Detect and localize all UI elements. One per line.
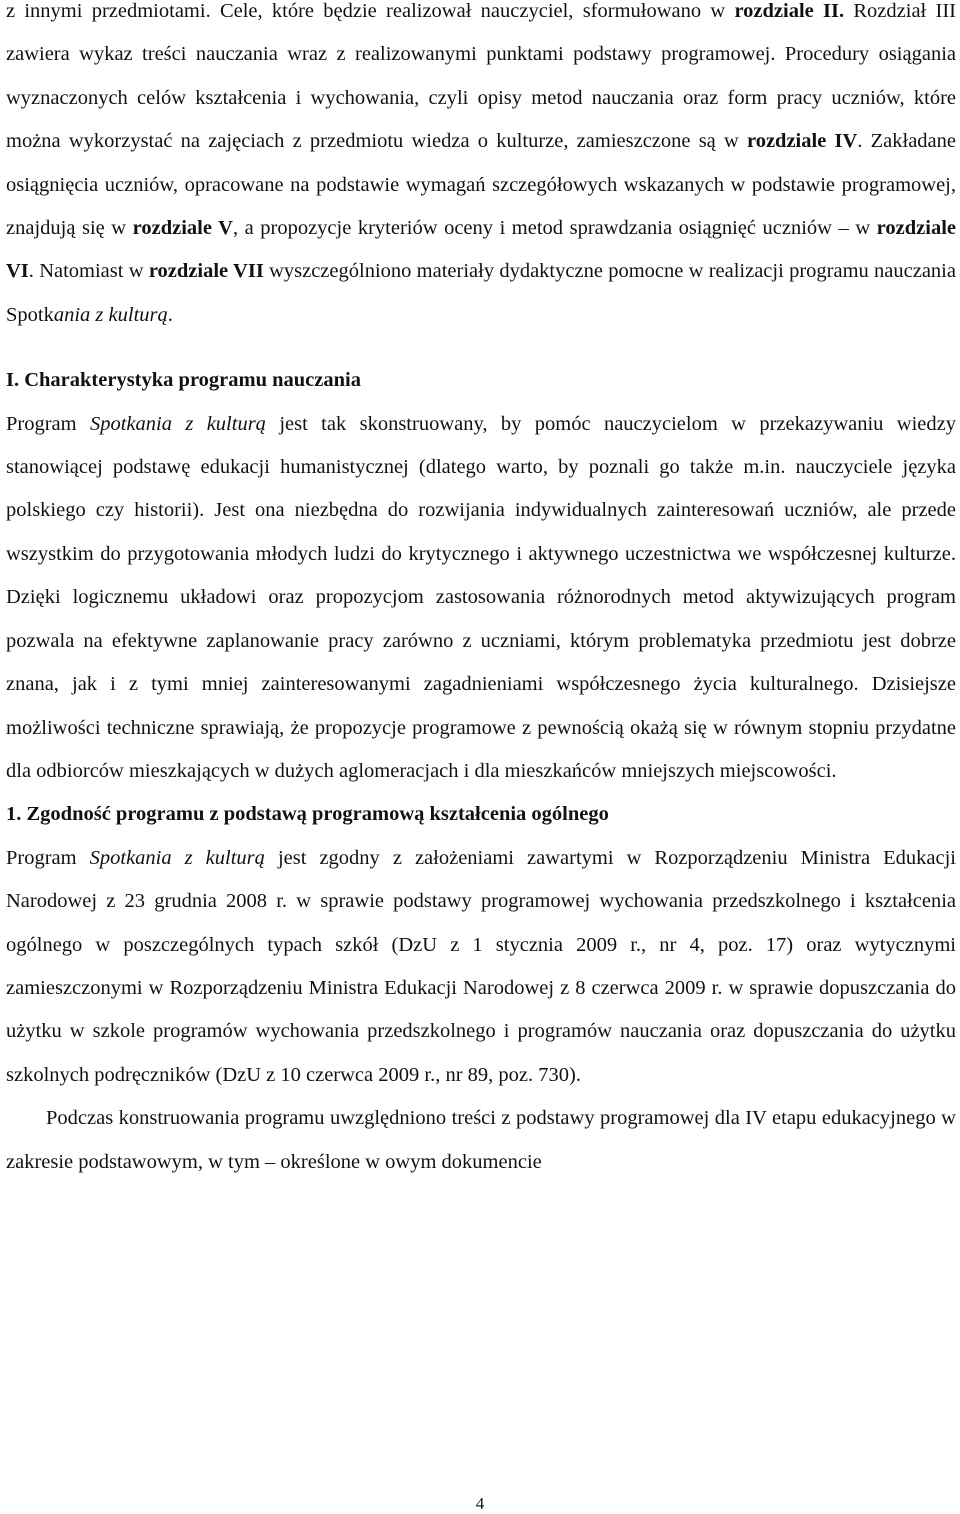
chapter-ref-5: rozdziale V xyxy=(132,217,233,240)
chapter-ref-6: rozdziale VI xyxy=(6,217,956,283)
chapter-ref-7: rozdziale VII xyxy=(148,260,264,283)
compliance-text-a: Program xyxy=(6,846,90,869)
intro-text-5: . Natomiast w xyxy=(28,260,149,283)
intro-text-3: . Zakładane osiągnięcia uczniów, opracowane na podstawie wymagań szczegółowych wskazanych w podstawie programowej, znajdują się w xyxy=(6,130,956,240)
page-number: 4 xyxy=(475,1494,485,1513)
program-title-fragment: ania z kulturą xyxy=(53,303,168,326)
characteristics-paragraph xyxy=(6,403,956,794)
section-heading-characteristics: I. Charakterystyka programu nauczania xyxy=(6,369,361,392)
compliance-paragraph xyxy=(6,837,956,1097)
characteristics-text-a: Program xyxy=(6,412,90,435)
intro-text-4: , a propozycje kryteriów oceny i metod sprawdzania osiągnięć uczniów – w xyxy=(232,217,877,240)
chapter-ref-4: rozdziale IV xyxy=(746,130,858,153)
chapter-ref-2: rozdziale II. xyxy=(734,0,845,22)
characteristics-text-b: jest tak skonstruowany, by pomóc nauczycielom w przekazywaniu wiedzy stanowiącej podstawę edukacji humanistycznej (dlatego warto, by poznali go także m.in. nauczyciele języka polskiego czy historii). Jest ona niezbędna do rozwijania indywidualnych zainteresowań uczniów, ale przede wszystkim do przygotowania młodych ludzi do krytycznego i aktywnego uczestnictwa we współczesnej kulturze. Dzięki logicznemu układowi oraz propozycjom zastosowania różnorodnych metod aktywizujących program pozwala na efektywne zaplanowanie pracy zarówno z uczniami, którym problematyka przedmiotu jest dobrze znana, jak i z tymi mniej zainteresowanymi zagadnieniami współczesnego życia kulturalnego. Dzisiejsze możliwości techniczne sprawiają, że propozycje programowe z pewnością okażą się w równym stopniu przydatne dla odbiorców mieszkających w dużych aglomeracjach i dla mieszkańców mniejszych miejscowości. xyxy=(6,412,956,782)
compliance-text-b: jest zgodny z założeniami zawartymi w Rozporządzeniu Ministra Edukacji Narodowej z 23 grudnia 2008 r. w sprawie podstawy programowej wychowania przedszkolnego i kształcenia ogólnego w poszczególnych typach szkół (DzU z 1 stycznia 2009 r., nr 4, poz. 17) oraz wytycznymi zamieszczonymi w Rozporządzeniu Ministra Edukacji Narodowej z 8 czerwca 2009 r. w sprawie dopuszczania do użytku w szkole programów wychowania przedszkolnego i programów nauczania oraz dopuszczania do użytku szkolnych podręczników (DzU z 10 czerwca 2009 r., nr 89, poz. 730). xyxy=(6,846,957,1086)
intro-text-1: z innymi przedmiotami. Cele, które będzie realizował nauczyciel, sformułowano w xyxy=(6,0,735,22)
document-page xyxy=(6,0,956,1184)
construction-paragraph: Podczas konstruowania programu uwzględniono treści z podstawy programowej dla IV etapu edukacyjnego w zakresie podstawowym, w tym – określone w owym dokumencie xyxy=(6,1107,956,1173)
program-title: Spotkania z kulturą xyxy=(89,412,266,435)
intro-paragraph xyxy=(6,0,956,337)
spacer xyxy=(6,337,956,359)
program-title: Spotkania z kulturą xyxy=(89,846,265,869)
intro-text-6: wyszczególniono materiały dydaktyczne pomocne w realizacji programu nauczania Spotk xyxy=(6,260,956,326)
section-heading-compliance: 1. Zgodność programu z podstawą programową kształcenia ogólnego xyxy=(6,803,609,826)
intro-text-2: Rozdział III zawiera wykaz treści nauczania wraz z realizowanymi punktami podstawy programowej. Procedury osiągania wyznaczonych celów kształcenia i wychowania, czyli opisy metod nauczania oraz form pracy uczniów, które można wykorzystać na zajęciach z przedmiotu wiedza o kulturze, zamieszczone są w xyxy=(6,0,956,153)
intro-text-7: . xyxy=(167,303,173,326)
